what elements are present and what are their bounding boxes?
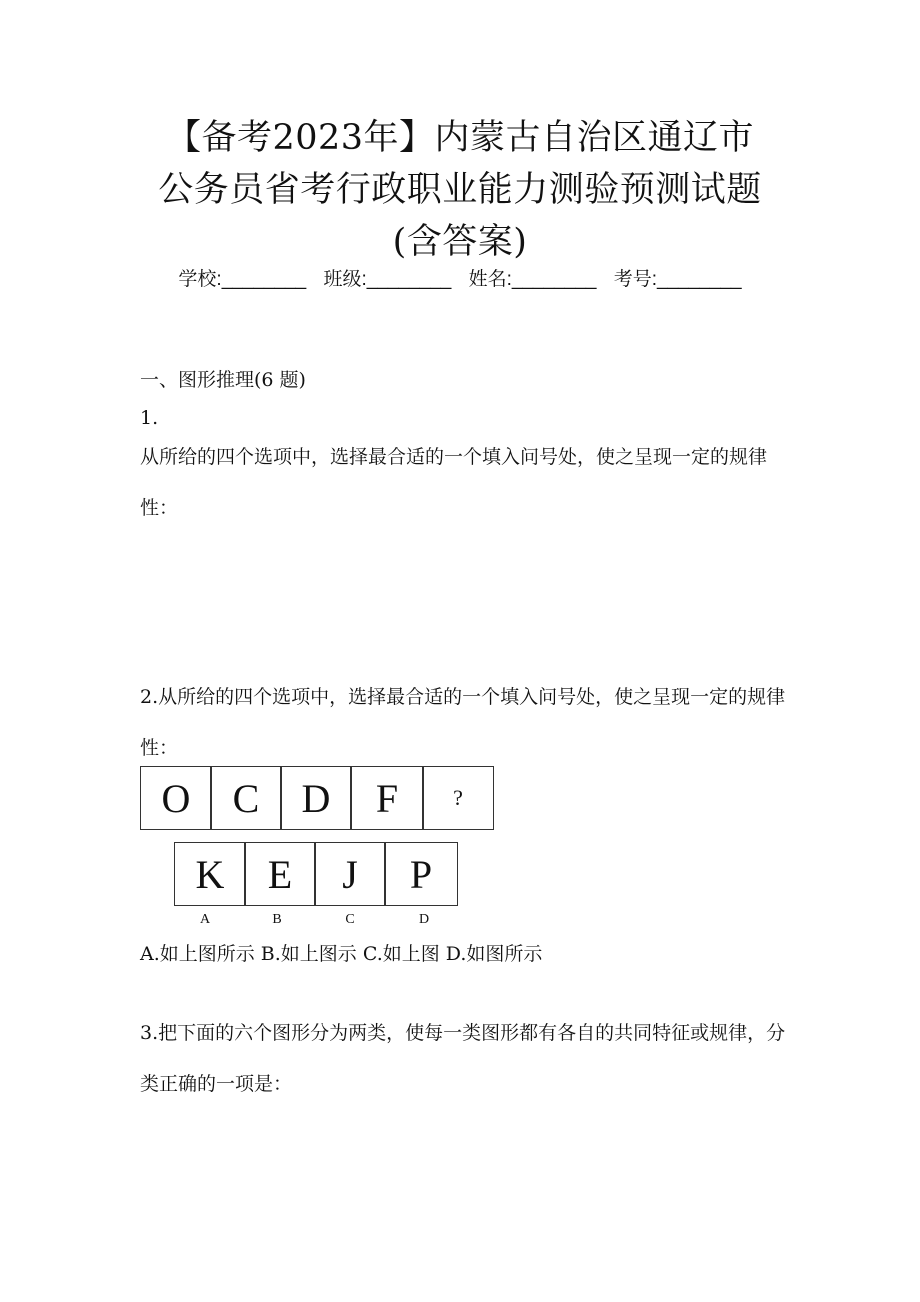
name-field: 姓名:________ bbox=[468, 269, 597, 290]
sequence-cell-question: ? bbox=[422, 766, 494, 830]
class-field: 班级:________ bbox=[323, 269, 452, 290]
sequence-cell-3: D bbox=[280, 766, 352, 830]
choice-label-b: B bbox=[272, 912, 282, 927]
choice-cell-b: E bbox=[244, 842, 316, 906]
question-2-figure bbox=[140, 766, 496, 932]
section-heading: 一、图形推理(6 题) bbox=[140, 369, 306, 391]
document-title: 【备考2023年】内蒙古自治区通辽市公务员省考行政职业能力测验预测试题(含答案) bbox=[158, 118, 762, 262]
choice-cell-c: J bbox=[314, 842, 386, 906]
exam-number-field: 考号:________ bbox=[613, 269, 742, 290]
question-2-stem: 2.从所给的四个选项中，选择最合适的一个填入问号处，使之呈现一定的规律性： bbox=[140, 686, 786, 759]
choice-cell-d: P bbox=[384, 842, 458, 906]
question-1-stem: 从所给的四个选项中，选择最合适的一个填入问号处，使之呈现一定的规律性： bbox=[140, 446, 768, 519]
choice-label-c: C bbox=[345, 912, 355, 927]
school-field: 学校:________ bbox=[178, 269, 307, 290]
student-info-line bbox=[0, 266, 920, 294]
sequence-cell-1: O bbox=[140, 766, 212, 830]
choice-label-d: D bbox=[418, 912, 430, 927]
question-1-number: 1. bbox=[140, 407, 159, 429]
choice-label-a: A bbox=[199, 912, 211, 927]
sequence-cell-2: C bbox=[210, 766, 282, 830]
sequence-cell-4: F bbox=[350, 766, 424, 830]
question-3-stem: 3.把下面的六个图形分为两类，使每一类图形都有各自的共同特征或规律，分类正确的一项是： bbox=[140, 1022, 786, 1095]
choice-cell-a: K bbox=[174, 842, 246, 906]
question-2-options: A.如上图所示 B.如上图示 C.如上图 D.如图所示 bbox=[140, 943, 543, 965]
